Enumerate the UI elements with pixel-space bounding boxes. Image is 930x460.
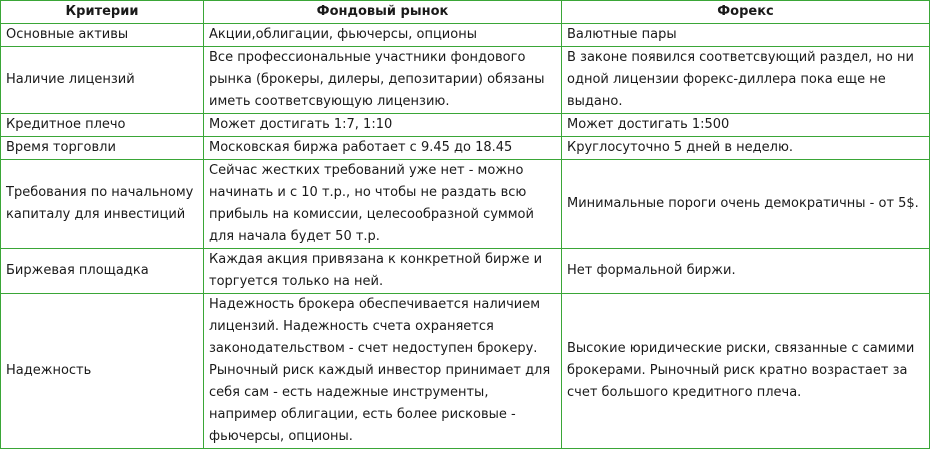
criterion-cell: Надежность [1, 294, 204, 449]
stock-cell: Акции,облигации, фьючерсы, опционы [204, 24, 562, 47]
stock-cell: Сейчас жестких требований уже нет - можно начинать и с 10 т.р., но чтобы не раздать всю прибыль на комиссии, целесообразной суммой для начала будет 50 т.р. [204, 160, 562, 249]
header-forex: Форекс [562, 1, 930, 24]
forex-cell: Круглосуточно 5 дней в неделю. [562, 137, 930, 160]
criterion-cell: Время торговли [1, 137, 204, 160]
table-row [1, 249, 930, 294]
stock-cell: Московская биржа работает с 9.45 до 18.45 [204, 137, 562, 160]
stock-cell: Может достигать 1:7, 1:10 [204, 114, 562, 137]
stock-cell: Каждая акция привязана к конкретной бирже и торгуется только на ней. [204, 249, 562, 294]
table-row [1, 24, 930, 47]
table-row [1, 137, 930, 160]
criterion-cell: Требования по начальному капиталу для инвестиций [1, 160, 204, 249]
criterion-cell: Основные активы [1, 24, 204, 47]
table-row [1, 160, 930, 249]
forex-cell: Высокие юридические риски, связанные с самими брокерами. Рыночный риск кратно возрастает за счет большого кредитного плеча. [562, 294, 930, 449]
forex-cell: В законе появился соответсвующий раздел, но ни одной лицензии форекс-диллера пока еще не выдано. [562, 47, 930, 114]
header-stock-market: Фондовый рынок [204, 1, 562, 24]
forex-cell: Может достигать 1:500 [562, 114, 930, 137]
forex-cell: Минимальные пороги очень демократичны - от 5$. [562, 160, 930, 249]
criterion-cell: Наличие лицензий [1, 47, 204, 114]
criterion-cell: Биржевая площадка [1, 249, 204, 294]
forex-cell: Валютные пары [562, 24, 930, 47]
header-row [1, 1, 930, 24]
table-row [1, 294, 930, 449]
stock-cell: Надежность брокера обеспечивается наличием лицензий. Надежность счета охраняется законодательством - счет недоступен брокеру. Рыночный риск каждый инвестор принимает для себя сам - есть надежные инструменты, например облигации, есть более рисковые - фьючерсы, опционы. [204, 294, 562, 449]
forex-cell: Нет формальной биржи. [562, 249, 930, 294]
criterion-cell: Кредитное плечо [1, 114, 204, 137]
table-row [1, 114, 930, 137]
table-row [1, 47, 930, 114]
stock-cell: Все профессиональные участники фондового рынка (брокеры, дилеры, депозитарии) обязаны иметь соответсвующую лицензию. [204, 47, 562, 114]
header-criteria: Критерии [1, 1, 204, 24]
